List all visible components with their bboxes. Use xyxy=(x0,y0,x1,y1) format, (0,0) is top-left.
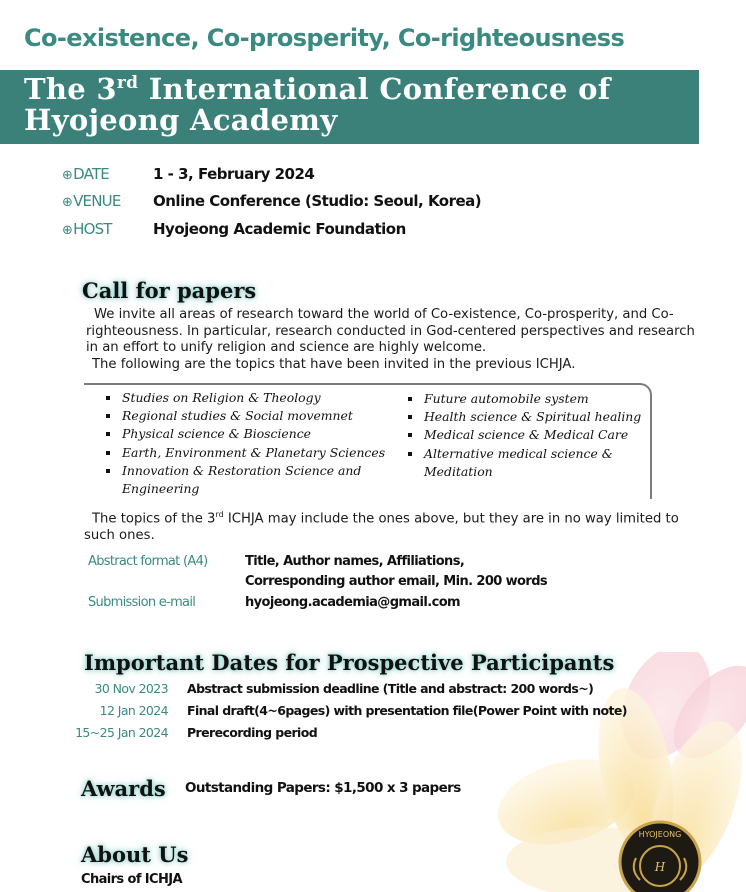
topic-item: Regional studies & Social movemnet xyxy=(106,407,385,425)
about-us-heading: About Us xyxy=(81,842,189,867)
date-item-desc: Abstract submission deadline (Title and abstract: 200 words~) xyxy=(187,681,594,696)
abstract-format-value-line1: Title, Author names, Affiliations, xyxy=(245,554,465,569)
call-for-papers-heading: Call for papers xyxy=(82,278,257,303)
awards-heading: Awards xyxy=(81,776,166,801)
awards-text: Outstanding Papers: $1,500 x 3 papers xyxy=(185,780,461,796)
topic-item: Studies on Religion & Theology xyxy=(106,389,385,407)
topics-left-list xyxy=(106,389,385,498)
svg-text:H: H xyxy=(654,860,666,874)
submission-email-label: Submission e-mail xyxy=(88,595,196,610)
abstract-format-value-line2: Corresponding author email, Min. 200 words xyxy=(245,574,548,589)
date-item-desc: Final draft(4~6pages) with presentation file(Power Point with note) xyxy=(187,703,627,718)
conference-title: The 3rd International Conference of Hyojeong Academy xyxy=(24,72,611,137)
topic-item: Alternative medical science & xyxy=(408,445,641,463)
date-item-desc: Prerecording period xyxy=(187,725,318,740)
globe-icon: ⊕ xyxy=(62,223,73,238)
tagline: Co-existence, Co-prosperity, Co-righteousness xyxy=(24,24,625,52)
important-dates-heading: Important Dates for Prospective Participants xyxy=(84,650,615,675)
topic-item: Health science & Spiritual healing xyxy=(408,408,641,426)
topic-item: Earth, Environment & Planetary Sciences xyxy=(106,444,385,462)
chairs-subheading: Chairs of ICHJA xyxy=(81,872,182,887)
globe-icon: ⊕ xyxy=(62,195,73,210)
topic-item: Medical science & Medical Care xyxy=(408,426,641,444)
date-item-date: 15~25 Jan 2024 xyxy=(75,725,168,740)
logo-text: HYOJEONG xyxy=(638,830,682,839)
topics-note: The topics of the 3rd ICHJA may include the ones above, but they are in no way limited to such ones. xyxy=(84,510,679,543)
abstract-format-label: Abstract format (A4) xyxy=(88,554,208,569)
date-item-date: 30 Nov 2023 xyxy=(94,681,168,696)
topic-item-continued: Meditation xyxy=(424,463,493,479)
topic-item: Innovation & Restoration Science and xyxy=(106,462,385,480)
topic-item-continued: Engineering xyxy=(122,481,200,497)
topic-item: Future automobile system xyxy=(408,390,641,408)
globe-icon: ⊕ xyxy=(62,168,73,183)
submission-email[interactable]: hyojeong.academia@gmail.com xyxy=(245,595,460,610)
date-item-date: 12 Jan 2024 xyxy=(99,703,168,718)
call-paragraph: We invite all areas of research toward the world of Co-existence, Co-prosperity, and Co- righteousness. In particular, research conducted in God-centered perspectives and research in an effort to unify religion and science are highly welcome. The following are the topics that have been invited in the previous ICHJA. xyxy=(86,307,695,372)
hyojeong-logo xyxy=(616,818,704,892)
topics-right-list xyxy=(408,390,641,481)
topic-item: Physical science & Bioscience xyxy=(106,425,385,443)
